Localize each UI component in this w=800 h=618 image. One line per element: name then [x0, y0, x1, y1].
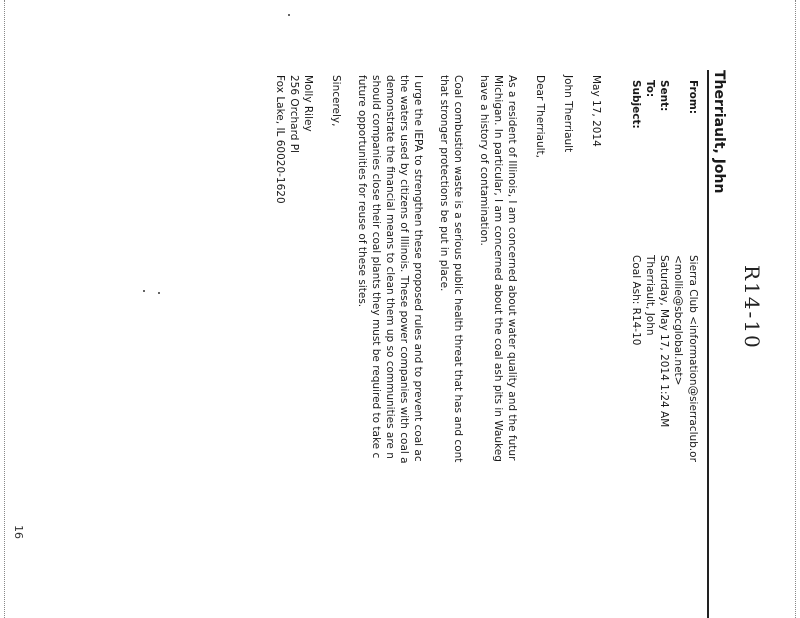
paragraph-1-line-2: Michigan. In particular, I am concerned about the coal ash pits in Waukeg: [492, 75, 504, 462]
page-number: 16: [12, 525, 25, 539]
header-label-sent: Sent:: [658, 80, 670, 112]
sender-name: Therriault, John: [711, 70, 727, 194]
scan-edge-bottom: [3, 0, 5, 618]
header-value-subject: Coal Ash: R14-10: [630, 255, 642, 346]
header-label-subject: Subject:: [630, 80, 642, 129]
letter-date: May 17, 2014: [590, 75, 602, 147]
paragraph-3-line-2: the waters used by citizens of Illinois. These power companies with coal a: [398, 75, 410, 464]
scan-speck: [143, 290, 145, 292]
header-value-from: Sierra Club <information@sierraclub.or: [687, 255, 699, 462]
scan-edge-top: [794, 0, 796, 618]
paragraph-2-line-2: that stronger protections be put in place.: [438, 75, 450, 292]
paragraph-3-line-3: demonstrate the financial means to clean them up so communities are n: [384, 75, 396, 459]
paragraph-1-line-3: have a history of contamination.: [478, 75, 490, 246]
signature-name: Molly Riley: [302, 75, 314, 132]
paragraph-3-line-1: I urge the IEPA to strengthen these proposed rules and to prevent coal ac: [412, 75, 424, 462]
letter-recipient: John Therriault: [562, 75, 574, 153]
header-label-to: To:: [644, 80, 656, 98]
paragraph-3-line-4: should companies close their coal plants they must be required to take c: [370, 75, 382, 459]
signature-city: Fox Lake, IL 60020-1620: [274, 75, 286, 204]
paragraph-2-line-1: Coal combustion waste is a serious public health threat that has and cont: [452, 75, 464, 463]
document-id: R14-10: [740, 265, 764, 350]
header-value-sent: Saturday, May 17, 2014 1:24 AM: [658, 255, 670, 428]
scan-speck: [288, 14, 290, 16]
scan-speck: [158, 292, 160, 294]
paragraph-3-line-5: future opportunities for reuse of these sites.: [356, 75, 368, 308]
paragraph-1-line-1: As a resident of Illinois, I am concerned about water quality and the futur: [506, 75, 518, 461]
header-label-from: From:: [687, 80, 699, 115]
header-value-email: <mollie@sbcglobal.net>: [672, 255, 684, 386]
letter-closing: Sincerely,: [330, 75, 342, 127]
header-rule: [707, 70, 709, 618]
letter-salutation: Dear Therriault,: [534, 75, 546, 158]
signature-street: 256 Orchard Pl: [288, 75, 300, 153]
header-value-to: Therriault, John: [644, 255, 656, 336]
